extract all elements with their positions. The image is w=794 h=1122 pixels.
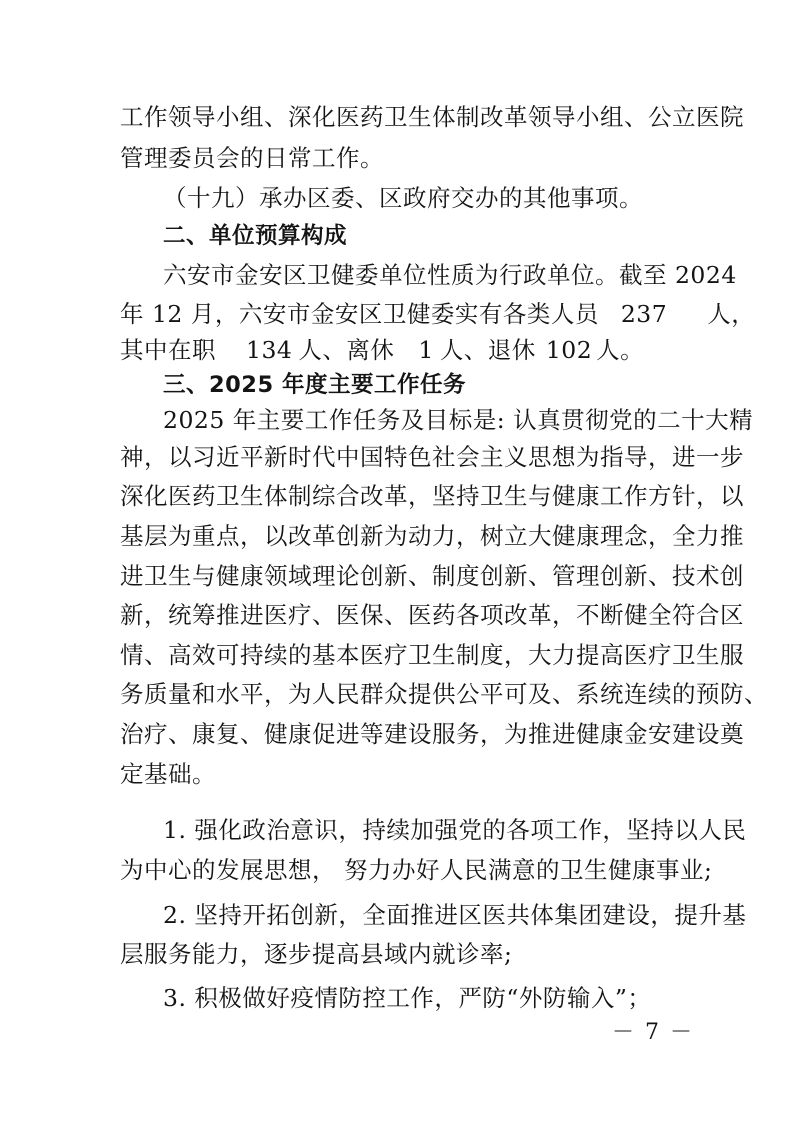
section-heading: 二、单位预算构成 bbox=[163, 223, 348, 249]
list-item-line: 1. 强化政治意识，持续加强党的各项工作，坚持以人民 bbox=[163, 816, 747, 844]
list-item-line: 3. 积极做好疫情防控工作，严防“外防输入”； bbox=[163, 984, 652, 1012]
body-text-line: 神，以习近平新时代中国特色社会主义思想为指导，进一步 bbox=[120, 443, 744, 471]
body-text-line: （十九）承办区委、区政府交办的其他事项。 bbox=[163, 184, 643, 212]
body-text-line: 2025 年主要工作任务及目标是: 认真贯彻党的二十大精 bbox=[163, 406, 754, 434]
staff-count-line bbox=[120, 297, 756, 331]
page-number: － 7 － bbox=[612, 1020, 694, 1045]
in-service-label: 其中在职 bbox=[120, 336, 216, 364]
body-text-line: 六安市金安区卫健委单位性质为行政单位。截至 2024 bbox=[163, 261, 737, 289]
retired-label: 人、离休 bbox=[298, 336, 395, 364]
list-item-line: 2. 坚持开拓创新，全面推进区医共体集团建设，提升基 bbox=[163, 901, 747, 929]
staff-breakdown-line bbox=[120, 333, 680, 367]
body-text-line: 治疗、康复、健康促进等建设服务，为推进健康金安建设奠 bbox=[120, 720, 744, 748]
section-heading: 三、2025 年度主要工作任务 bbox=[163, 372, 466, 398]
in-service-value: 134 bbox=[246, 336, 293, 364]
body-text-line: 工作领导小组、深化医药卫生体制改革领导小组、公立医院 bbox=[120, 103, 744, 131]
pensioned-label: 人、退休 bbox=[439, 336, 536, 364]
body-text-line: 务质量和水平，为人民群众提供公平可及、系统连续的预防、 bbox=[120, 680, 768, 708]
list-item-line: 为中心的发展思想， 努力办好人民满意的卫生健康事业; bbox=[120, 856, 713, 884]
staff-count-text: 年 12 月，六安市金安区卫健委实有各类人员 bbox=[120, 300, 599, 328]
body-text-line: 深化医药卫生体制综合改革，坚持卫生与健康工作方针，以 bbox=[120, 482, 744, 510]
staff-total-value: 237 bbox=[620, 300, 668, 328]
pensioned-unit: 人。 bbox=[596, 336, 645, 364]
staff-total-unit: 人， bbox=[707, 300, 756, 328]
body-text-line: 管理委员会的日常工作。 bbox=[120, 144, 384, 172]
body-text-line: 新，统筹推进医疗、医保、医药各项改革，不断健全符合区 bbox=[120, 601, 744, 629]
list-item-line: 层服务能力，逐步提高县域内就诊率; bbox=[120, 940, 513, 968]
body-text-line: 基层为重点，以改革创新为动力，树立大健康理念，全力推 bbox=[120, 522, 744, 550]
body-text-line: 情、高效可持续的基本医疗卫生制度，大力提高医疗卫生服 bbox=[120, 641, 744, 669]
body-text-line: 进卫生与健康领域理论创新、制度创新、管理创新、技术创 bbox=[120, 562, 744, 590]
pensioned-value: 102 bbox=[545, 336, 593, 364]
retired-value: 1 bbox=[418, 336, 434, 364]
body-text-line: 定基础。 bbox=[120, 760, 216, 788]
